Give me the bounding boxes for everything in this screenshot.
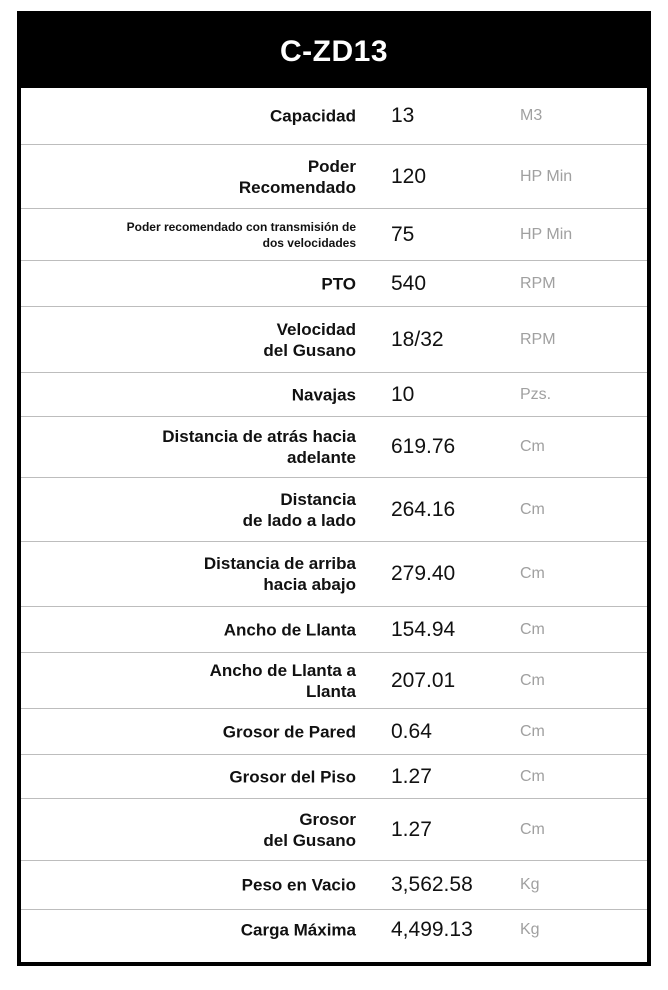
spec-value: 264.16	[391, 497, 456, 521]
spec-row	[21, 542, 647, 607]
spec-value: 0.64	[391, 719, 432, 743]
spec-label: Distancia de arriba hacia abajo	[203, 554, 356, 594]
spec-row	[21, 653, 647, 709]
spec-label: Poder Recomendado	[238, 156, 356, 197]
spec-label: PTO	[321, 274, 356, 293]
spec-row	[21, 910, 647, 950]
spec-unit: RPM	[520, 330, 556, 348]
spec-unit: M3	[520, 107, 543, 124]
spec-row	[21, 709, 647, 755]
spec-row	[21, 755, 647, 799]
spec-unit: Cm	[520, 722, 545, 740]
spec-value: 10	[391, 382, 415, 406]
spec-value: 540	[391, 271, 427, 295]
spec-label: Navajas	[291, 385, 356, 404]
spec-label: Grosor del Gusano	[263, 809, 356, 850]
spec-unit: Cm	[520, 820, 545, 838]
spec-row	[21, 261, 647, 307]
spec-value: 3,562.58	[391, 873, 473, 896]
spec-label: Grosor del Piso	[229, 767, 356, 786]
spec-unit: Kg	[520, 876, 540, 893]
spec-label: Velocidad del Gusano	[263, 319, 356, 360]
spec-row	[21, 209, 647, 261]
spec-value: 75	[391, 222, 415, 246]
spec-unit: Pzs.	[520, 385, 552, 403]
spec-row	[21, 799, 647, 861]
spec-label: Peso en Vacio	[241, 875, 356, 895]
spec-row	[21, 88, 647, 145]
spec-unit: RPM	[520, 274, 556, 292]
spec-label: Capacidad	[270, 106, 356, 126]
spec-row	[21, 607, 647, 653]
spec-unit: Cm	[520, 500, 545, 518]
spec-label: Ancho de Llanta a Llanta	[209, 660, 356, 701]
spec-unit: HP Min	[520, 167, 573, 185]
spec-value: 279.40	[391, 562, 456, 585]
product-title: C-ZD13	[21, 15, 647, 88]
spec-row	[21, 145, 647, 209]
spec-value: 13	[391, 104, 415, 127]
spec-label: Carga Máxima	[240, 920, 356, 940]
spec-row	[21, 478, 647, 542]
spec-value: 1.27	[391, 764, 432, 788]
spec-label: Poder recomendado con transmisión de dos velocidades	[126, 219, 356, 250]
spec-unit: Cm	[520, 767, 545, 785]
spec-value: 120	[391, 164, 427, 188]
spec-sheet	[17, 11, 651, 966]
spec-row	[21, 417, 647, 478]
spec-unit: Cm	[520, 671, 545, 689]
spec-label: Distancia de atrás hacia adelante	[162, 427, 356, 467]
spec-row	[21, 307, 647, 373]
spec-value: 4,499.13	[391, 918, 473, 941]
spec-value: 1.27	[391, 817, 432, 841]
spec-row	[21, 861, 647, 910]
spec-unit: HP Min	[520, 225, 573, 243]
spec-label: Grosor de Pared	[222, 722, 356, 741]
spec-value: 18/32	[391, 327, 444, 351]
spec-unit: Cm	[520, 438, 545, 455]
spec-unit: Kg	[520, 921, 540, 938]
spec-value: 207.01	[391, 668, 456, 692]
spec-value: 154.94	[391, 617, 456, 641]
spec-unit: Cm	[520, 565, 545, 582]
spec-label: Distancia de lado a lado	[242, 489, 356, 530]
spec-row	[21, 373, 647, 417]
spec-label: Ancho de Llanta	[223, 620, 356, 639]
spec-unit: Cm	[520, 620, 545, 638]
spec-value: 619.76	[391, 435, 456, 458]
